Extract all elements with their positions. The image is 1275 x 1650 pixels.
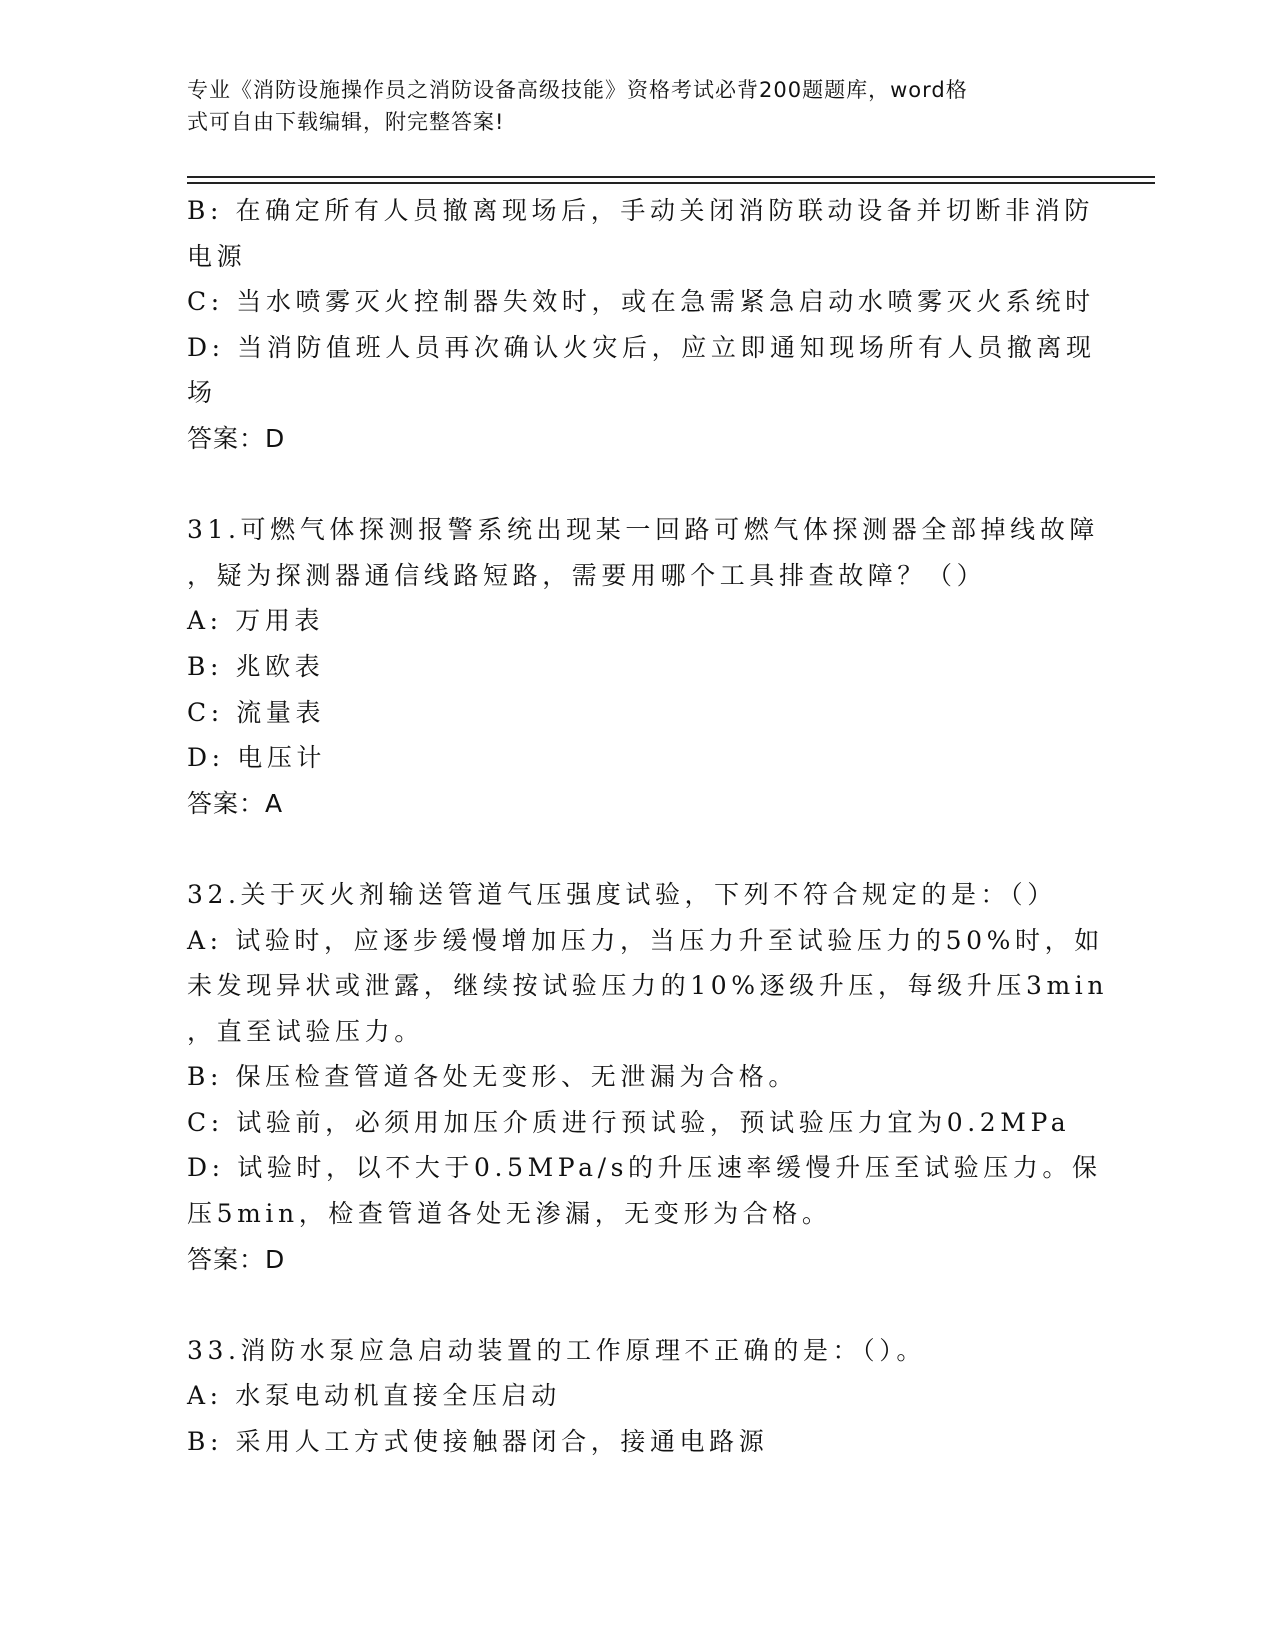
option-b-line-1: B: 在确定所有人员撤离现场后，手动关闭消防联动设备并切断非消防 [187, 196, 1094, 225]
option-c: C: 试验前，必须用加压介质进行预试验，预试验压力宜为0.2MPa [187, 1107, 1071, 1137]
header-line-1: 专业《消防设施操作员之消防设备高级技能》资格考试必背200题题库，word格 [187, 78, 968, 102]
header-rule-bottom [187, 182, 1155, 184]
document-body [187, 188, 1109, 1465]
answer: 答案：D [187, 423, 286, 453]
option-d-line-1: D: 当消防值班人员再次确认火灾后，应立即通知现场所有人员撤离现 [187, 332, 1096, 362]
spacer [187, 1282, 1067, 1328]
option-a: A: 水泵电动机直接全压启动 [187, 1381, 561, 1411]
option-b: B: 保压检查管道各处无变形、无泄漏为合格。 [187, 1062, 798, 1092]
question-stem: 33.消防水泵应急启动装置的工作原理不正确的是：（）。 [187, 1335, 926, 1365]
answer: 答案：A [187, 788, 284, 818]
option-c: C: 当水喷雾灭火控制器失效时，或在急需紧急启动水喷雾灭火系统时 [187, 287, 1095, 317]
question-31-block [187, 507, 1099, 826]
option-d-line-1: D: 试验时，以不大于0.5MPa/s的升压速率缓慢升压至试验压力。保 [187, 1153, 1102, 1183]
question-33-block [187, 1328, 1067, 1465]
option-a-line-2: 未发现异状或泄露，继续按试验压力的10%逐级升压，每级升压3min [187, 971, 1109, 1001]
option-d-line-2: 压5min，检查管道各处无渗漏，无变形为合格。 [187, 1199, 832, 1229]
option-b: B: 兆欧表 [187, 651, 325, 681]
prev-question-block [187, 188, 1096, 462]
option-b: B: 采用人工方式使接触器闭合，接通电路源 [187, 1427, 769, 1457]
answer: 答案：D [187, 1244, 286, 1274]
header-rule-top [187, 176, 1155, 178]
header-line-2: 式可自由下载编辑，附完整答案! [187, 110, 505, 134]
question-32-block [187, 872, 1109, 1282]
spacer [187, 826, 1067, 872]
question-stem-line-2: ，疑为探测器通信线路短路，需要用哪个工具排查故障？（） [187, 560, 987, 590]
question-stem: 32.关于灭火剂输送管道气压强度试验，下列不符合规定的是：（） [187, 879, 1057, 909]
option-d: D: 电压计 [187, 743, 327, 773]
spacer [187, 462, 1067, 508]
option-b-line-2: 电源 [187, 241, 247, 271]
option-c: C: 流量表 [187, 697, 326, 727]
option-d-line-2: 场 [187, 378, 217, 408]
option-a-line-3: ，直至试验压力。 [187, 1016, 424, 1046]
document-header [187, 74, 1067, 138]
option-a: A: 万用表 [187, 606, 325, 636]
question-stem-line-1: 31.可燃气体探测报警系统出现某一回路可燃气体探测器全部掉线故障 [187, 515, 1099, 545]
option-a-line-1: A: 试验时，应逐步缓慢增加压力，当压力升至试验压力的50%时，如 [187, 925, 1104, 955]
